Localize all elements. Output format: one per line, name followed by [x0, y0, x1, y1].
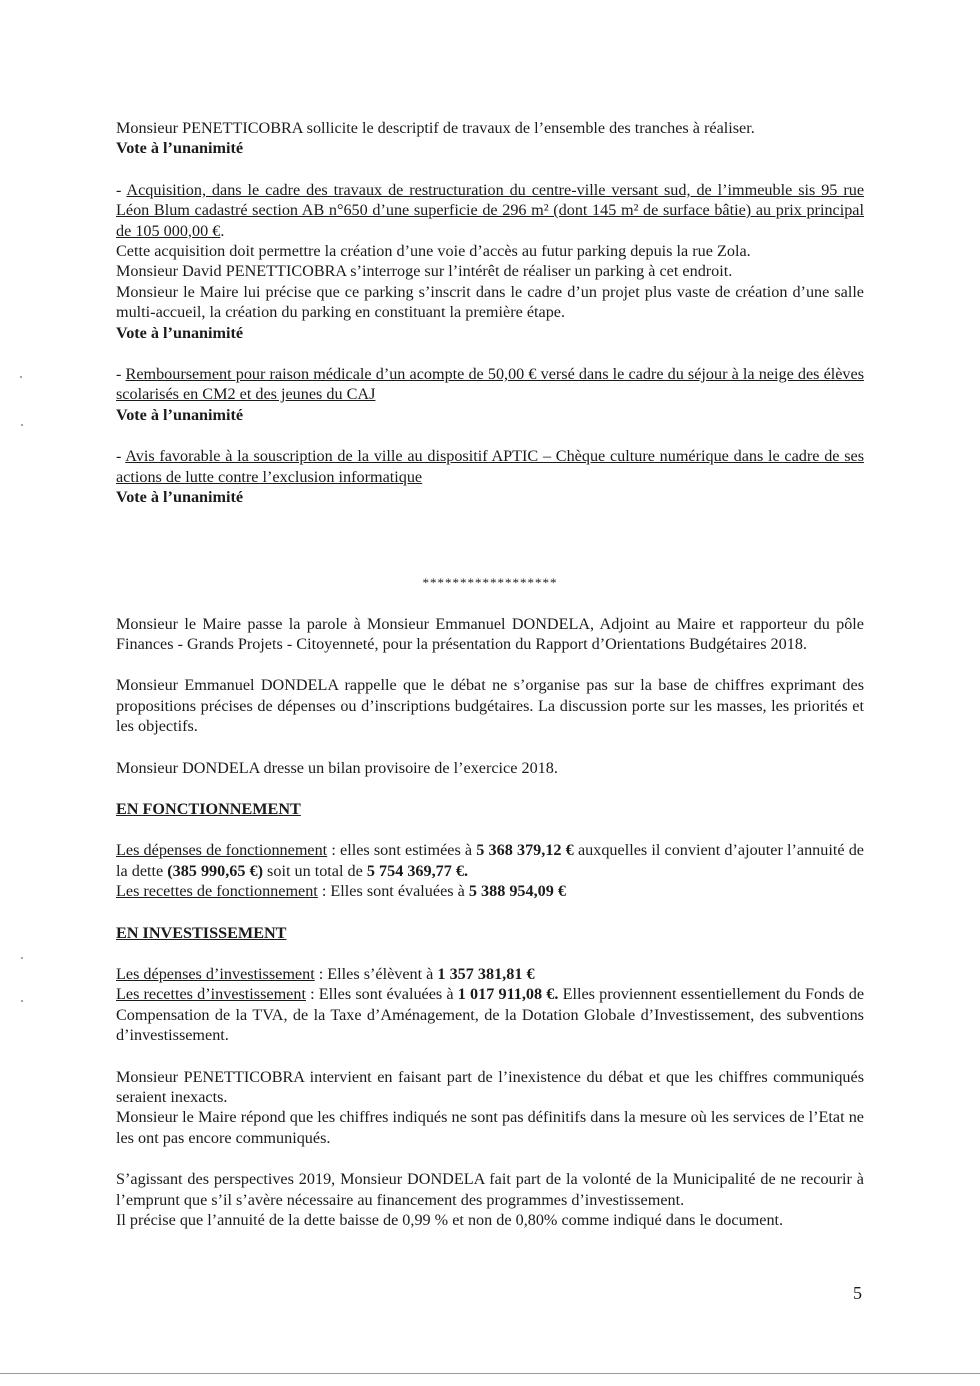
item-tail: . [220, 221, 225, 240]
paragraph: Cette acquisition doit permettre la création d’une voie d’accès au futur parking depuis la rue Zola. [116, 242, 751, 261]
section-heading-fonctionnement: EN FONCTIONNEMENT [116, 799, 301, 818]
page-number: 5 [853, 1283, 862, 1303]
paragraph: Monsieur PENETTICOBRA intervient en faisant part de l’inexistence du débat et que les chiffres communiqués seraient inexacts. [116, 1067, 864, 1106]
paragraph: Monsieur le Maire passe la parole à Monsieur Emmanuel DONDELA, Adjoint au Maire et rapporteur du pôle Finances - Grands Projets - Citoyenneté, pour la présentation du Rapport d’Orientations Budgétaires 2018. [116, 614, 864, 653]
paragraph: Monsieur le Maire lui précise que ce parking s’inscrit dans le cadre d’un projet plus vaste de création d’une salle multi-accueil, la création du parking en constituant la première étape. [116, 282, 864, 322]
budget-line-depenses-investissement [116, 964, 864, 984]
paragraph: Monsieur Emmanuel DONDELA rappelle que le débat ne s’organise pas sur la base de chiffres exprimant des propositions précises de dépenses ou d’inscriptions budgétaires. La discussion porte sur les masses, les priorités et les objectifs. [116, 676, 864, 736]
budget-text: soit un total de [263, 861, 367, 880]
paragraph: Monsieur David PENETTICOBRA s’interroge sur l’intérêt de réaliser un parking à cet endroit. [116, 262, 733, 281]
scan-speck [21, 957, 23, 959]
paragraph: Monsieur DONDELA dresse un bilan provisoire de l’exercice 2018. [116, 758, 558, 777]
budget-line-depenses-fonctionnement [116, 840, 864, 881]
budget-amount: (385 990,65 €) [167, 861, 263, 880]
budget-amount: 5 388 954,09 € [468, 882, 566, 901]
document-body [116, 118, 864, 1230]
paragraph: Il précise que l’annuité de la dette baisse de 0,99 % et non de 0,80% comme indiqué dans le document. [116, 1211, 784, 1230]
paragraph: Monsieur le Maire répond que les chiffres indiqués ne sont pas définitifs dans la mesure où les services de l’Etat ne les ont pas encore communiqués. [116, 1108, 864, 1147]
scan-speck [21, 424, 23, 426]
budget-label: Les dépenses de fonctionnement [116, 841, 328, 860]
item-title: Acquisition, dans le cadre des travaux de restructuration du centre-ville versant sud, de l’immeuble sis 95 rue Léon Blum cadastré section AB n°650 d’une superficie de 296 m² (dont 145 m² de surface bâtie) au prix principal de 105 000,00 € [116, 180, 864, 240]
agenda-item-remboursement [116, 364, 864, 405]
item-dash: - [116, 365, 126, 384]
budget-label: Les recettes de fonctionnement [116, 882, 318, 901]
paragraph: Monsieur PENETTICOBRA sollicite le descriptif de travaux de l’ensemble des tranches à réaliser. [116, 119, 755, 137]
item-title: Remboursement pour raison médicale d’un acompte de 50,00 € versé dans le cadre du séjour à la neige des élèves scolarisés en CM2 et des jeunes du CAJ [116, 365, 865, 404]
item-dash: - [116, 447, 126, 466]
item-title: Avis favorable à la souscription de la ville au dispositif APTIC – Chèque culture numérique dans le cadre de ses actions de lutte contre l’exclusion informatique [116, 447, 864, 486]
scan-speck [21, 1000, 23, 1002]
vote-line: Vote à l’unanimité [116, 323, 244, 342]
paragraph: S’agissant des perspectives 2019, Monsieur DONDELA fait part de la volonté de la Municipalité de ne recourir à l’emprunt que s’il s’avère nécessaire au financement des programmes d’investissement. [116, 1170, 864, 1209]
section-separator: ****************** [422, 574, 558, 590]
agenda-item-acquisition [116, 180, 864, 241]
vote-line: Vote à l’unanimité [116, 139, 244, 158]
budget-amount: 5 754 369,77 €. [366, 861, 469, 880]
section-heading-investissement: EN INVESTISSEMENT [116, 923, 287, 942]
agenda-item-aptic [116, 446, 864, 487]
budget-label: Les recettes d’investissement [116, 985, 306, 1004]
budget-text: : Elles sont évaluées à [305, 985, 458, 1004]
budget-text: Elles proviennent essentiellement du Fonds de Compensation de la TVA, de la Taxe d’Aménagement, de la Dotation Globale d’Investissement, des subventions d’investissement. [116, 985, 865, 1045]
scan-speck [20, 376, 22, 378]
budget-line-recettes-investissement [116, 984, 864, 1045]
budget-text: : elles sont estimées à [327, 841, 477, 860]
budget-text: auxquelles il convient d’ajouter l’annuité de la dette [116, 841, 864, 880]
budget-line-recettes-fonctionnement [116, 881, 864, 901]
budget-label: Les dépenses d’investissement [116, 964, 315, 983]
budget-amount: 5 368 379,12 € [476, 841, 574, 860]
budget-amount: 1 017 911,08 €. [457, 985, 559, 1004]
item-dash: - [116, 180, 127, 199]
vote-line: Vote à l’unanimité [116, 405, 244, 424]
scan-bottom-edge [0, 1373, 980, 1374]
budget-amount: 1 357 381,81 € [437, 964, 535, 983]
vote-line: Vote à l’unanimité [116, 488, 244, 507]
budget-text: : Elles s’élèvent à [314, 964, 438, 983]
budget-text: : Elles sont évaluées à [317, 882, 469, 901]
